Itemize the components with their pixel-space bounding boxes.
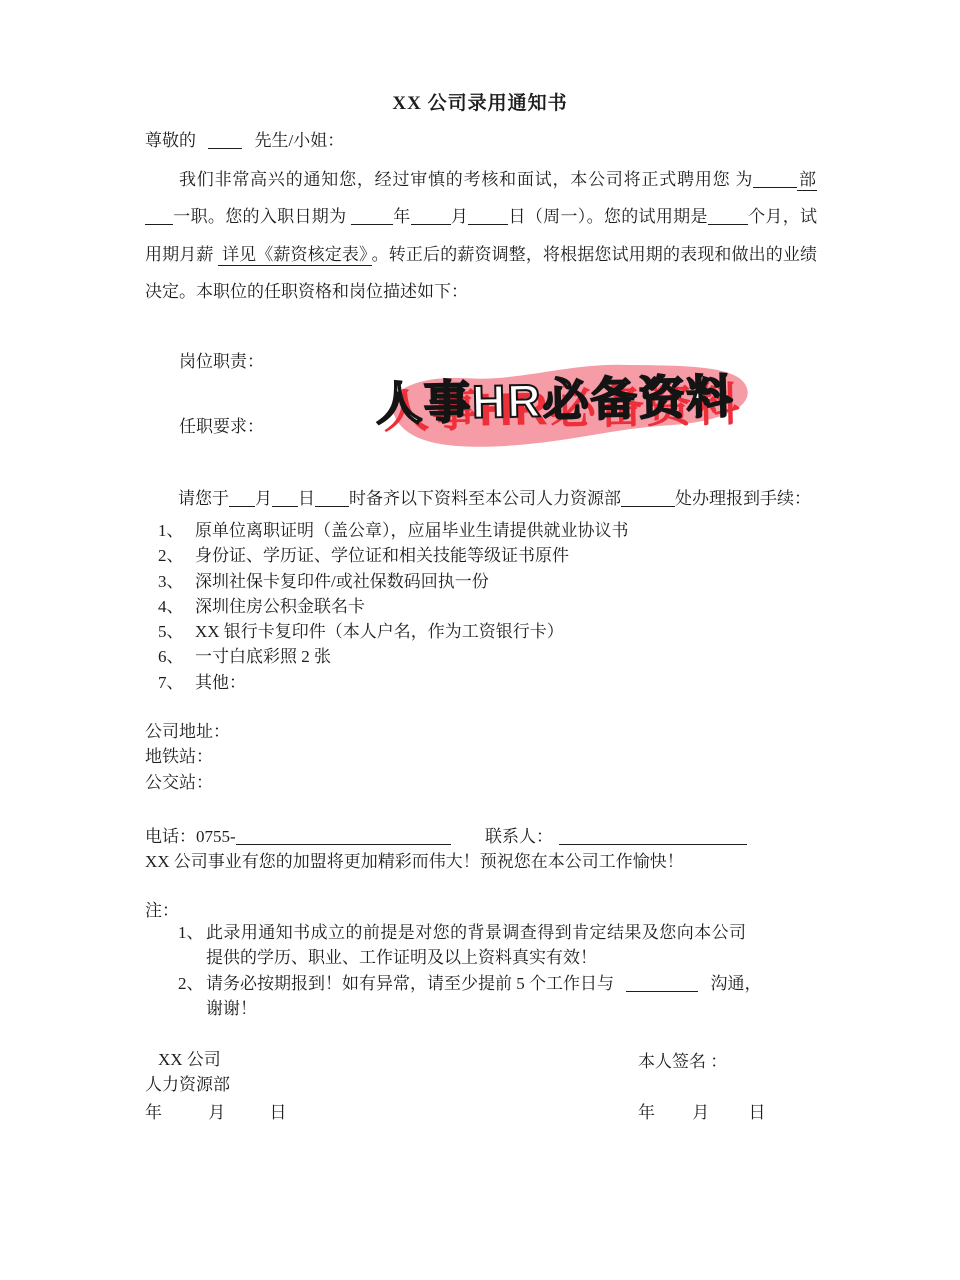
checklist-item xyxy=(158,516,818,541)
item-text: 原单位离职证明（盖公章），应届毕业生请提供就业协议书 xyxy=(195,521,629,540)
intro-part-b: 一职。您的入职日期为 xyxy=(173,207,347,227)
blank-year-line xyxy=(351,206,393,225)
blank-phone-line xyxy=(236,826,451,845)
salutation-prefix: 尊敬的 xyxy=(145,131,196,150)
blank-report-month-line xyxy=(229,488,255,507)
blank-department-line-2 xyxy=(145,206,173,225)
hr-sticker-watermark xyxy=(366,352,758,447)
year-char: 年 xyxy=(392,207,411,227)
report-part-b: 时备齐以下资料至本公司人力资源部 xyxy=(349,489,621,508)
intro-part-e: 。转正后的薪资调整，将根据您试用期的表现和做出的业绩决定。本职位的任职资格和岗位描述如下： xyxy=(145,244,818,302)
salary-note-underlined: 详见《薪资核定表》 xyxy=(218,245,372,266)
day-char: 日 xyxy=(508,207,526,227)
signature-department: 人力资源部 xyxy=(145,1075,230,1095)
blank-day-line xyxy=(468,206,508,225)
checklist-item xyxy=(158,541,818,566)
salutation-suffix: 先生/小姐： xyxy=(254,131,345,150)
phone-field xyxy=(145,822,451,847)
note-item-2 xyxy=(178,971,846,1022)
intro-part-d: 个月，试用期月薪 xyxy=(145,207,818,264)
blank-department-line xyxy=(753,169,797,188)
closing-line: XX 公司事业有您的加盟将更加精彩而伟大！预祝您在本公司工作愉快！ xyxy=(145,852,684,871)
blank-probation-months-line xyxy=(708,206,748,225)
salutation-line xyxy=(145,126,344,151)
blank-report-hour-line xyxy=(315,488,349,507)
checklist-item xyxy=(158,567,818,592)
signature-company: XX 公司 xyxy=(158,1050,221,1069)
item-text: 深圳社保卡复印件/或社保数码回执一份 xyxy=(195,571,489,591)
intro-part-c: （周一）。您的试用期是 xyxy=(525,207,708,227)
date-year-char: 年 xyxy=(638,1103,655,1122)
item-number: 3、 xyxy=(158,571,184,591)
checklist-item xyxy=(158,617,818,642)
blank-contact-line xyxy=(559,826,747,845)
date-day-char: 日 xyxy=(269,1103,287,1122)
item-number: 7、 xyxy=(158,672,184,692)
company-info-block xyxy=(145,719,230,795)
company-address-label: 公司地址： xyxy=(145,722,230,741)
note-2-part-b: 沟通， xyxy=(710,974,762,993)
note-2-text xyxy=(206,971,846,1022)
item-number: 2、 xyxy=(178,974,204,993)
note-2-part-a: 请务必按期报到！如有异常，请至少提前 5 个工作日与 xyxy=(206,974,614,993)
bus-station-label: 公交站： xyxy=(145,772,213,792)
item-number: 4、 xyxy=(158,596,184,616)
month-char: 月 xyxy=(450,207,469,227)
intro-paragraph xyxy=(145,161,817,311)
item-number: 1、 xyxy=(158,521,184,540)
notes-label: 注： xyxy=(145,901,179,920)
report-day-char: 日 xyxy=(298,489,315,508)
item-text: 身份证、学历证、学位证和相关技能等级证书原件 xyxy=(195,546,569,566)
blank-month-line xyxy=(411,206,451,225)
date-month-char: 月 xyxy=(692,1103,710,1122)
metro-station-label: 地铁站： xyxy=(145,747,213,767)
watermark-text: 人事HR必备资料 xyxy=(375,370,736,430)
signature-company-block xyxy=(145,1047,230,1098)
date-year-char: 年 xyxy=(145,1103,162,1122)
checklist xyxy=(158,516,818,693)
item-text: XX 银行卡复印件（本人户名，作为工资银行卡） xyxy=(195,622,564,642)
note-2-line-2: 谢谢！ xyxy=(206,999,257,1019)
item-number: 1、 xyxy=(178,923,204,942)
phone-label: 电话：0755- xyxy=(145,827,236,846)
signature-sign-label: 本人签名 ： xyxy=(638,1052,728,1071)
requirements-label: 任职要求： xyxy=(179,417,264,436)
note-item-1 xyxy=(178,920,746,971)
report-month-char: 月 xyxy=(255,489,272,508)
blank-report-place-line xyxy=(621,488,675,507)
department-char: 部 xyxy=(798,170,817,189)
blank-report-day-line xyxy=(272,488,298,507)
item-text: 其他： xyxy=(195,672,246,692)
contact-label: 联系人： xyxy=(485,827,553,846)
item-number: 5、 xyxy=(158,622,184,642)
signature-date-left xyxy=(145,1098,287,1123)
intro-part-a: 我们非常高兴的通知您，经过审慎的考核和面试，本公司将正式聘用您 为 xyxy=(179,170,754,189)
checklist-item xyxy=(158,668,818,693)
page-title: XX 公司录用通知书 xyxy=(392,93,568,114)
checklist-item xyxy=(158,642,818,667)
date-day-char: 日 xyxy=(748,1103,766,1122)
item-text: 一寸白底彩照 2 张 xyxy=(195,647,331,667)
signature-date-right xyxy=(638,1098,766,1123)
report-part-c: 处办理报到手续： xyxy=(675,489,811,508)
contact-person-field xyxy=(485,822,747,847)
blank-contact-person-line xyxy=(626,973,698,992)
item-text: 深圳住房公积金联名卡 xyxy=(195,596,365,616)
item-number: 6、 xyxy=(158,647,184,667)
duties-label: 岗位职责： xyxy=(179,352,264,371)
item-number: 2、 xyxy=(158,546,184,566)
note-1-text: 此录用通知书成立的前提是对您的背景调查得到肯定结果及您向本公司提供的学历、职业、工作证明及以上资料真实有效！ xyxy=(206,923,746,968)
date-month-char: 月 xyxy=(208,1103,226,1122)
checklist-item xyxy=(158,592,818,617)
blank-name-line xyxy=(208,130,242,149)
report-part-a: 请您于 xyxy=(178,489,229,508)
report-instruction-line xyxy=(178,484,811,509)
